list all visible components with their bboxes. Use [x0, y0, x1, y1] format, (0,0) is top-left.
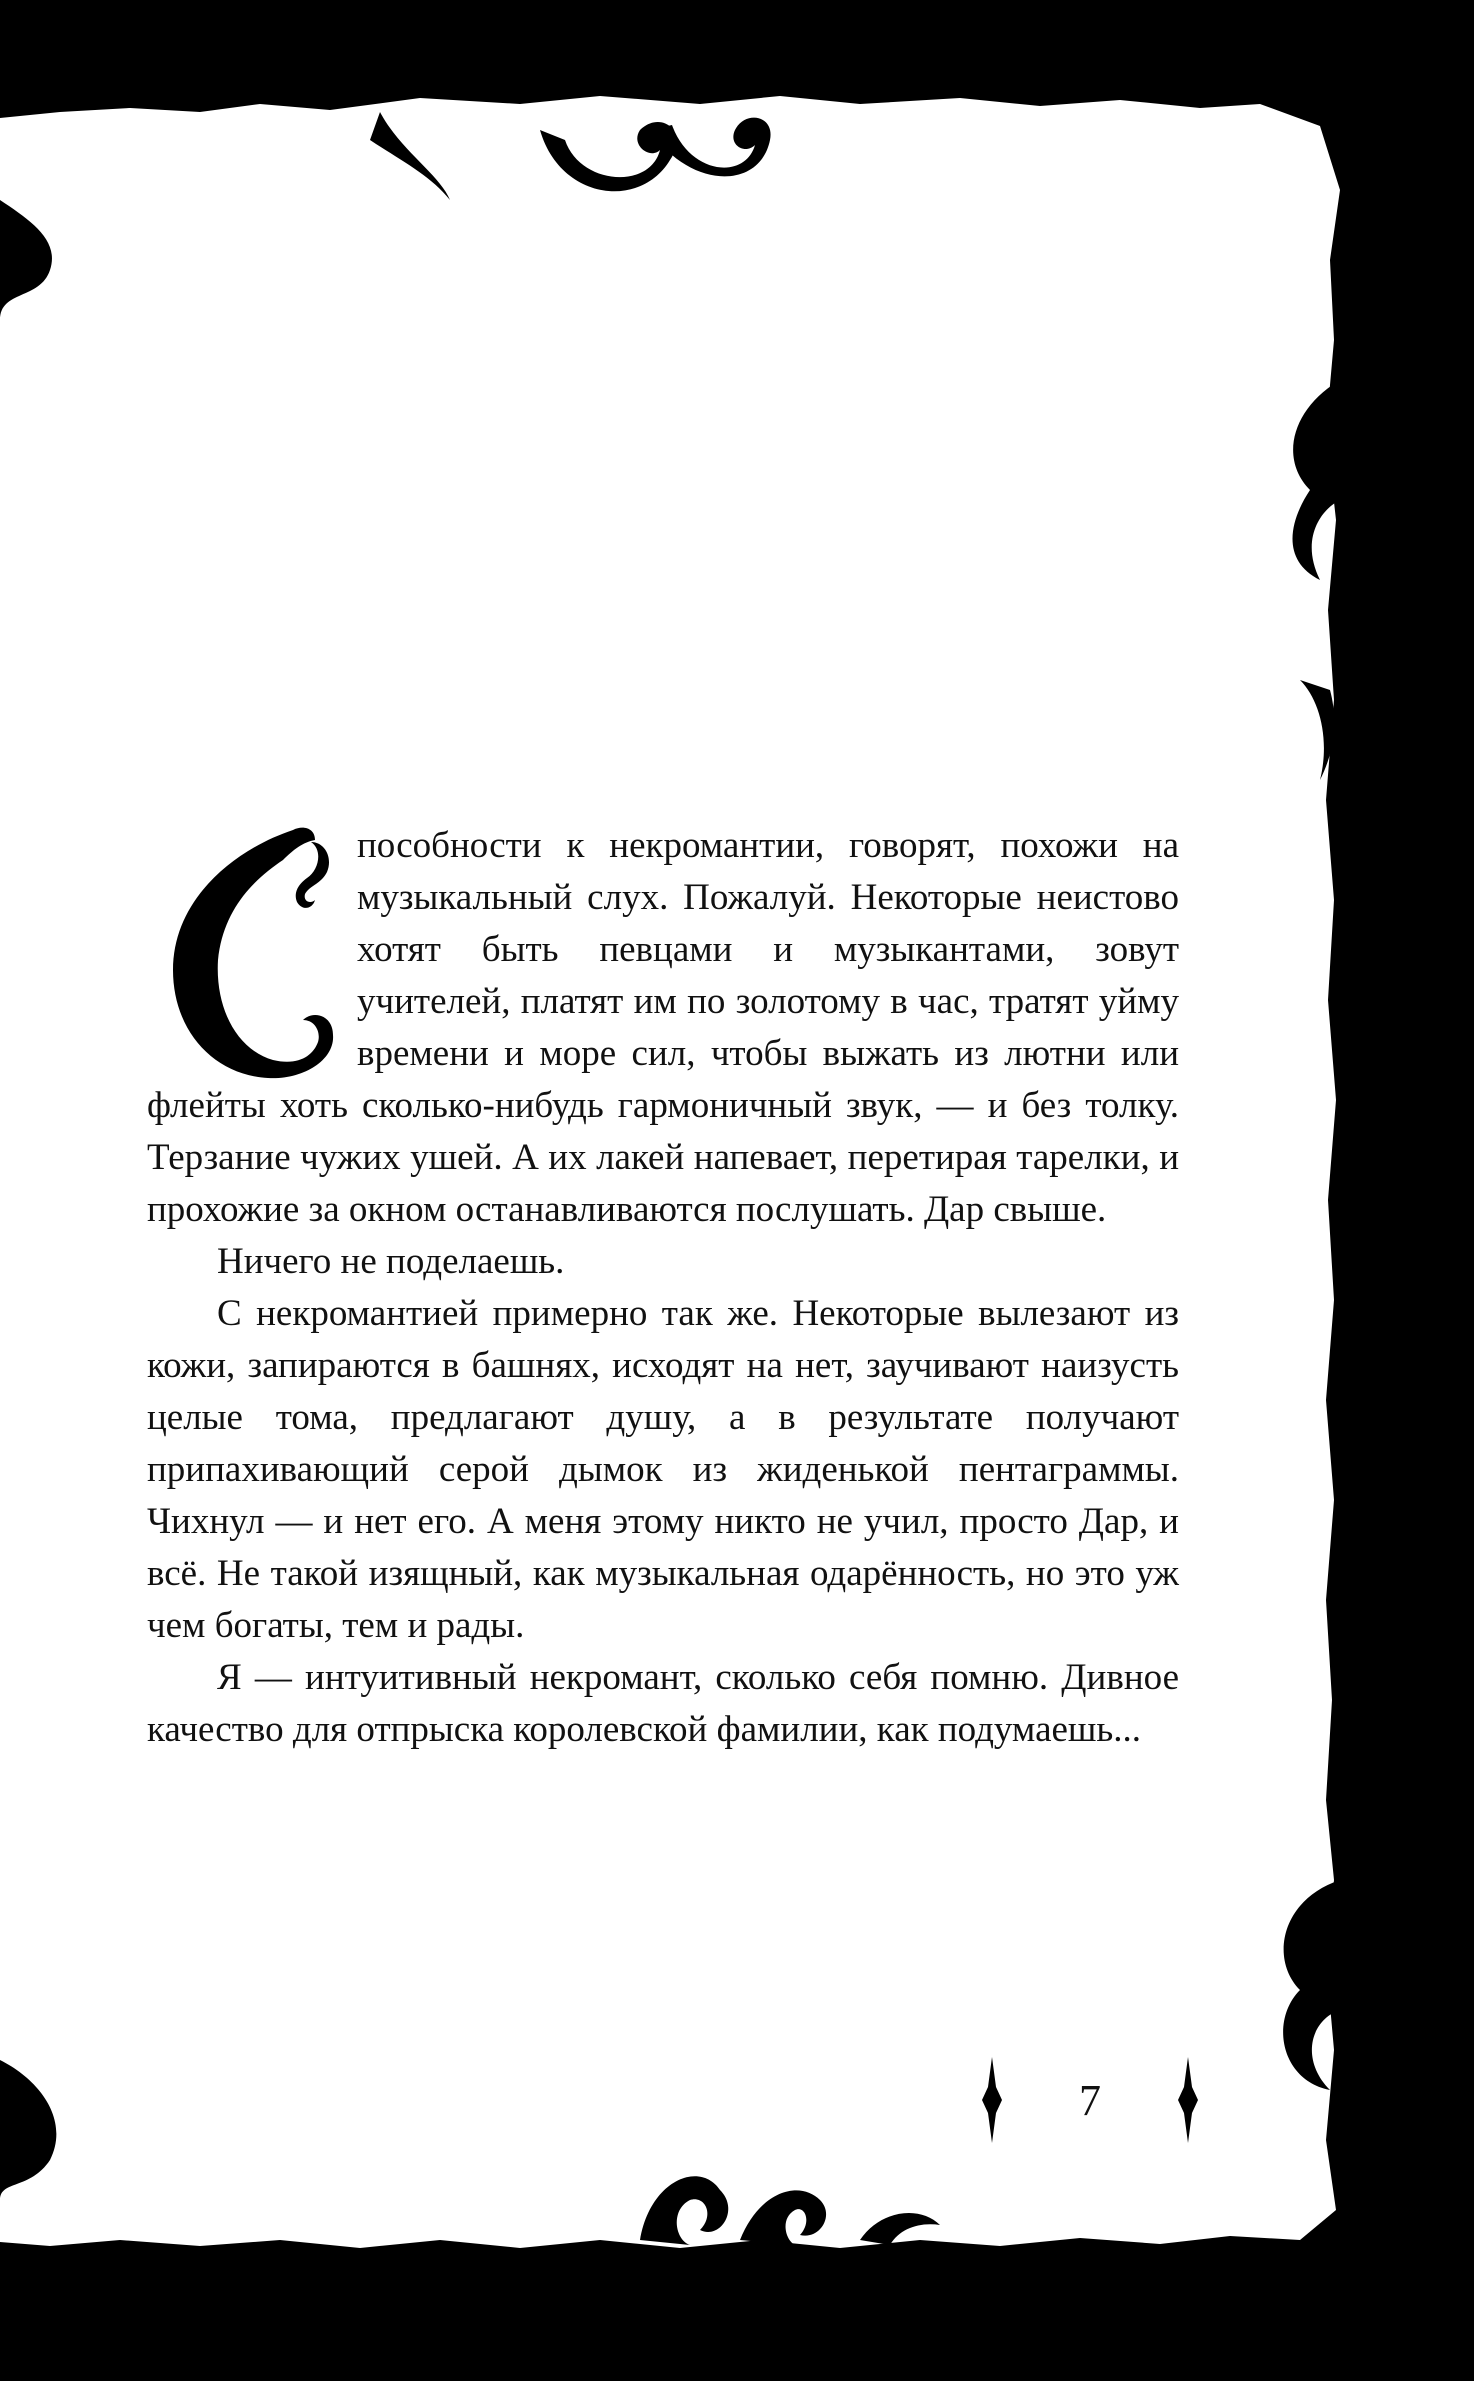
drop-cap-ornament — [143, 820, 343, 1080]
page-number: 7 — [1079, 2075, 1101, 2125]
paragraph-2: С некромантией примерно так же. Некоторые вылезают из кожи, запираются в башнях, исходят на нет, заучивают наизусть целые тома, предлагают душу, а в результате получают припахивающий серой дымок из жиденькой пентаграммы. Чихнул — и нет его. А меня этому никто не учил, просто Дар, и всё. Не такой изящный, как музыкальная одарённость, но это уж чем богаты, тем и рады. — [147, 1293, 1179, 1646]
text-block — [147, 820, 1179, 1756]
page-number-row — [980, 2055, 1200, 2145]
diamond-ornament-icon — [1176, 2057, 1200, 2143]
paragraph-1: Ничего не поделаешь. — [217, 1241, 565, 1282]
diamond-ornament-icon — [980, 2057, 1004, 2143]
first-paragraph: пособности к некромантии, говорят, похожи на музыкальный слух. Пожалуй. Некоторые неистово хотят быть певцами и музыкантами, зовут учителей, платят им по золотому в час, тратят уйму времени и море сил, чтобы выжать из лютни или флейты хоть сколько-нибудь гармоничный звук, — и без толку. Терзание чужих ушей. А их лакей напевает, перетирая тарелки, и прохожие за окном останавливаются послушать. Дар свыше. — [147, 825, 1179, 1230]
paragraph-3: Я — интуитивный некромант, сколько себя помню. Дивное качество для отпрыска королевской фамилии, как подумаешь... — [147, 1657, 1179, 1750]
